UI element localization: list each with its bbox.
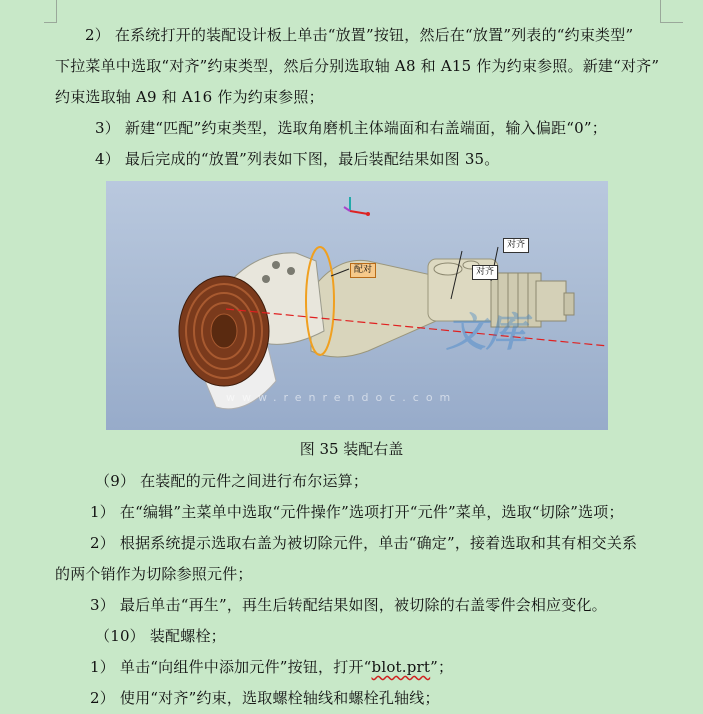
paragraph-line: 的两个销作为切除参照元件； xyxy=(55,565,253,583)
paragraph-line: 3） 最后单击“再生”，再生后转配结果如图，被切除的右盖零件会相应变化。 xyxy=(90,596,607,614)
paragraph-line: 下拉菜单中选取“对齐”约束类型，然后分别选取轴 A8 和 A15 作为约束参照。新建“对齐” xyxy=(55,57,660,75)
paragraph-line: 2） 使用“对齐”约束，选取螺栓轴线和螺栓孔轴线； xyxy=(90,689,440,707)
paragraph-line: （10） 装配螺栓； xyxy=(95,627,226,645)
assembly-figure xyxy=(106,181,608,430)
paragraph-line: 1） 在“编辑”主菜单中选取“元件操作”选项打开“元件”菜单，选取“切除”选项； xyxy=(90,503,624,521)
line-prefix: 1） 单击“向组件中添加元件”按钮，打开“ xyxy=(90,658,372,676)
align-constraint-tag: 对齐 xyxy=(503,238,529,253)
match-constraint-tag: 配对 xyxy=(350,263,376,278)
paragraph-line: （9） 在装配的元件之间进行布尔运算； xyxy=(95,472,369,490)
paragraph-line: 2） 根据系统提示选取右盖为被切除元件，单击“确定”，接着选取和其有相交关系 xyxy=(90,534,638,552)
align-constraint-tag: 对齐 xyxy=(472,265,498,280)
watermark-url: www.renrendoc.com xyxy=(226,391,458,404)
paragraph-line xyxy=(60,652,670,683)
filename-text: blot.prt xyxy=(371,658,431,676)
axis-triad-icon xyxy=(344,197,370,216)
figure-caption: 图 35 装配右盖 xyxy=(299,440,404,458)
paragraph-line: 3） 新建“匹配”约束类型，选取角磨机主体端面和右盖端面，输入偏距“0”； xyxy=(95,119,607,137)
watermark-text: 文库 xyxy=(446,310,526,356)
line-suffix: ”； xyxy=(430,658,454,676)
paragraph-line: 约束选取轴 A9 和 A16 作为约束参照； xyxy=(55,88,324,106)
paragraph-line: 4） 最后完成的“放置”列表如下图，最后装配结果如图 35。 xyxy=(95,150,500,168)
paragraph-line: 2） 在系统打开的装配设计板上单击“放置”按钮，然后在“放置”列表的“约束类型” xyxy=(85,26,634,44)
